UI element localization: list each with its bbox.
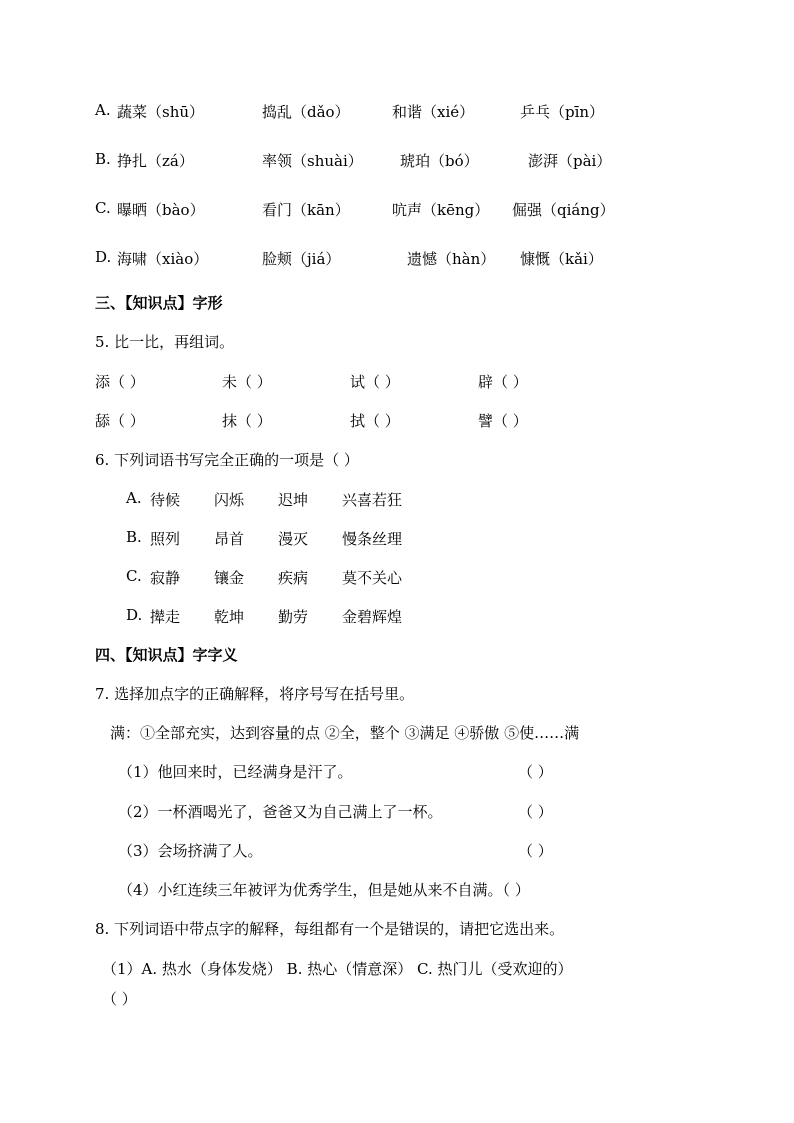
word-blank[interactable]: 抹（ ） — [222, 412, 272, 430]
option-word: 兴喜若狂 — [342, 491, 403, 509]
option-label: A. — [95, 101, 111, 119]
option-item: 挣扎（zá） — [117, 152, 194, 170]
word-blank[interactable]: 舔（ ） — [95, 412, 145, 430]
option-item: 琥珀（bó） — [400, 152, 479, 170]
option-word: 金碧辉煌 — [342, 608, 403, 626]
word-blank[interactable]: 添（ ） — [95, 373, 145, 391]
word-blank[interactable]: 未（ ） — [222, 373, 272, 391]
option-word: 闪烁 — [214, 491, 245, 509]
option-label: A. — [126, 489, 142, 507]
option-item: 和谐（xié） — [392, 103, 475, 121]
answer-blank[interactable]: （ ） — [518, 763, 553, 781]
question-stem: 8. 下列词语中带点字的解释，每组都有一个是错误的，请把它选出来。 — [95, 920, 565, 938]
option-word: 莫不关心 — [342, 569, 403, 587]
option-word: 昂首 — [214, 530, 245, 548]
option-item: 曝晒（bào） — [117, 201, 205, 219]
option-item: 海啸（xiào） — [117, 250, 209, 268]
word-blank[interactable]: 辟（ ） — [478, 373, 528, 391]
sentence-item: （2）一杯酒喝光了，爸爸又为自己满上了一杯。 — [118, 803, 443, 821]
option-item: 脸颊（jiá） — [262, 250, 341, 268]
option-word: 镶金 — [214, 569, 245, 587]
option-item: 乒乓（pīn） — [520, 103, 605, 121]
option-word: 慢条丝理 — [342, 530, 403, 548]
section-heading: 四、【知识点】字字义 — [95, 646, 238, 664]
option-item: 率领（shuài） — [262, 152, 363, 170]
option-label: D. — [126, 606, 143, 624]
choice-group: （1）A. 热水（身体发烧） B. 热心（情意深） C. 热门儿（受欢迎的） — [102, 960, 573, 978]
option-word: 迟坤 — [278, 491, 309, 509]
question-stem: 7. 选择加点字的正确解释，将序号写在括号里。 — [95, 685, 415, 703]
sentence-item: （1）他回来时，已经满身是汗了。 — [118, 763, 353, 781]
answer-blank[interactable]: （ ） — [518, 803, 553, 821]
option-label: B. — [95, 150, 111, 168]
option-word: 待候 — [150, 491, 181, 509]
section-heading: 三、【知识点】字形 — [95, 294, 223, 312]
word-blank[interactable]: 拭（ ） — [350, 412, 400, 430]
option-item: 澎湃（pài） — [528, 152, 612, 170]
option-word: 撵走 — [150, 608, 181, 626]
answer-blank[interactable]: （ ） — [102, 990, 137, 1008]
option-item: 吭声（kēng） — [392, 201, 490, 219]
option-label: B. — [126, 528, 142, 546]
option-label: C. — [95, 199, 111, 217]
option-word: 勤劳 — [278, 608, 309, 626]
option-item: 看门（kān） — [262, 201, 350, 219]
question-stem: 5. 比一比，再组词。 — [95, 333, 235, 351]
option-item: 捣乱（dǎo） — [262, 103, 350, 121]
option-word: 疾病 — [278, 569, 309, 587]
sentence-item: （3）会场挤满了人。 — [118, 842, 263, 860]
question-stem: 6. 下列词语书写完全正确的一项是（ ） — [95, 451, 359, 469]
option-word: 寂静 — [150, 569, 181, 587]
word-blank[interactable]: 试（ ） — [350, 373, 400, 391]
option-word: 乾坤 — [214, 608, 245, 626]
option-item: 慷慨（kǎi） — [520, 250, 603, 268]
sentence-item: （4）小红连续三年被评为优秀学生，但是她从来不自满。（ ） — [118, 881, 530, 899]
option-label: D. — [95, 248, 112, 266]
option-word: 漫灭 — [278, 530, 309, 548]
option-word: 照列 — [150, 530, 181, 548]
answer-blank[interactable]: （ ） — [518, 842, 553, 860]
option-item: 倔强（qiáng） — [512, 201, 615, 219]
definition-list: 满：①全部充实，达到容量的点 ②全，整个 ③满足 ④骄傲 ⑤使……满 — [110, 724, 580, 742]
option-label: C. — [126, 567, 142, 585]
option-item: 蔬菜（shū） — [117, 103, 205, 121]
option-item: 遗憾（hàn） — [407, 250, 496, 268]
word-blank[interactable]: 譬（ ） — [478, 412, 528, 430]
